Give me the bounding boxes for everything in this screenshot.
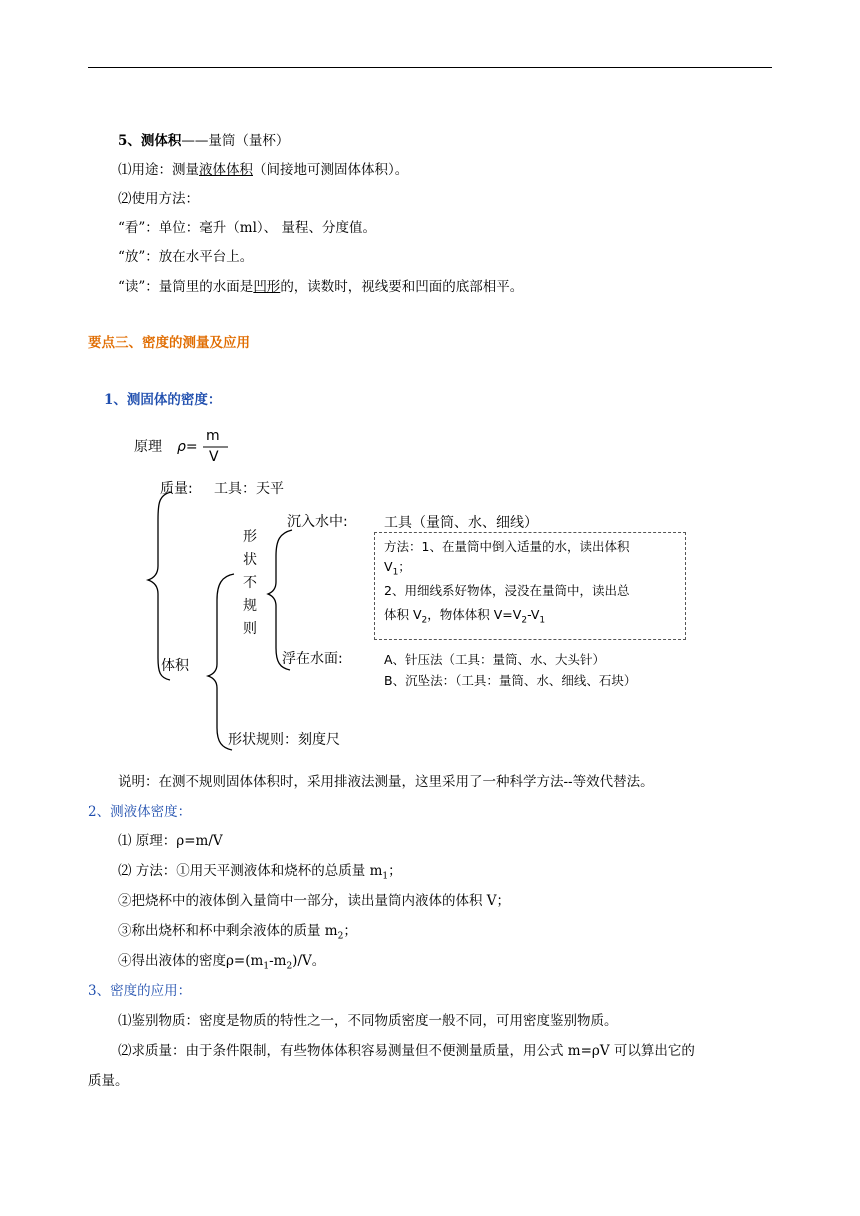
- sink-tools: 工具（量筒、水、细线）: [384, 515, 538, 531]
- volume-label: 体积: [161, 658, 189, 674]
- principle-label: 原理: [134, 439, 162, 455]
- look-line: “看”：单位：毫升（ml）、 量程、分度值。: [118, 220, 376, 236]
- main-brace: [148, 492, 172, 680]
- sink-method-line4: 体积 $V_2$，物体体积 $V=V_2-V_1$: [384, 607, 546, 626]
- use-line: ⑴用途：测量液体体积（间接地可测固体体积）。: [118, 162, 409, 178]
- float-method-a: A、针压法（工具：量筒、水、大头针）: [384, 652, 606, 667]
- sink-method-line2: $V_1$；: [384, 559, 411, 578]
- mass-label: 质量:: [160, 481, 193, 497]
- volume-brace: [208, 574, 234, 750]
- irregular-char: 不: [243, 575, 257, 591]
- application-title: 3、密度的应用：: [88, 983, 192, 999]
- irregular-char: 规: [243, 598, 257, 614]
- liquid-density-title: 2、测液体密度：: [88, 804, 192, 820]
- liquid-step2: ②把烧杯中的液体倒入量筒中一部分，读出量筒内液体的体积 V；: [118, 893, 511, 909]
- irregular-char: 状: [243, 552, 257, 568]
- irregular-brace: [268, 530, 292, 670]
- sink-method-line1: 方法：1、在量筒中倒入适量的水，读出体积: [384, 539, 630, 554]
- section-5-heading: 5、测体积——量筒（量杯）: [118, 133, 290, 149]
- key-point-heading: 要点三、密度的测量及应用: [88, 335, 250, 351]
- liquid-step1: ⑵ 方法：①用天平测液体和烧杯的总质量 $m_1$；: [118, 863, 402, 882]
- sink-method-line3: 2、用细线系好物体，浸没在量筒中，读出总: [384, 583, 630, 598]
- liquid-step4: ④得出液体的密度$\rho=(m_1-m_2)/V$。: [118, 953, 326, 972]
- sink-label: 沉入水中:: [287, 514, 348, 530]
- irregular-char: 则: [243, 621, 257, 637]
- solid-density-title: 1、测固体的密度：: [104, 392, 222, 408]
- fraction-numerator: m: [206, 428, 220, 444]
- application-item2-line2: 质量。: [88, 1073, 129, 1089]
- irregular-char: 形: [243, 529, 257, 545]
- application-item1: ⑴鉴别物质：密度是物质的特性之一，不同物质密度一般不同，可用密度鉴别物质。: [118, 1013, 618, 1029]
- float-method-b: B、沉坠法：（工具：量筒、水、细线、石块）: [384, 673, 637, 688]
- fraction-denominator: V: [209, 449, 219, 465]
- application-item2-line1: ⑵求质量：由于条件限制，有些物体体积容易测量但不便测量质量，用公式 m=ρV 可以算出它的: [118, 1043, 695, 1059]
- liquid-step3: ③称出烧杯和杯中剩余液体的质量 $m_2$；: [118, 923, 357, 942]
- method-line: ⑵使用方法：: [118, 191, 199, 207]
- mass-tool: 工具：天平: [214, 481, 284, 497]
- solid-note: 说明：在测不规则固体体积时，采用排液法测量，这里采用了一种科学方法--等效代替法。: [118, 774, 654, 790]
- liquid-principle: ⑴ 原理：ρ=m/V: [118, 833, 223, 849]
- read-line: “读”：量筒里的水面是凹形的，读数时，视线要和凹面的底部相平。: [118, 279, 524, 295]
- regular-label: 形状规则：刻度尺: [228, 732, 340, 748]
- float-label: 浮在水面:: [282, 651, 343, 667]
- rho-equals: ρ=: [177, 439, 198, 455]
- place-line: “放”：放在水平台上。: [118, 249, 254, 265]
